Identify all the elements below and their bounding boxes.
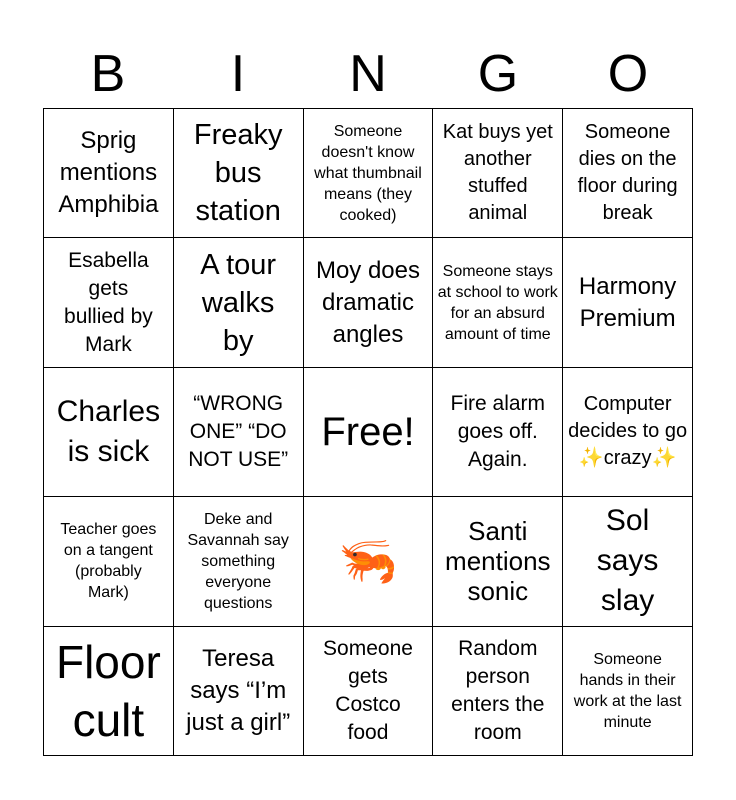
bingo-cell[interactable] <box>174 109 304 238</box>
bingo-cell[interactable] <box>44 368 174 497</box>
bingo-cell[interactable] <box>304 627 434 756</box>
cell-text: Charles is sick <box>56 394 161 468</box>
bingo-cell[interactable] <box>563 627 693 756</box>
bingo-cell[interactable] <box>304 497 434 626</box>
bingo-cell[interactable] <box>304 109 434 238</box>
cell-text: Sol says slay <box>596 504 659 618</box>
cell-text: Computer decides to go ✨crazy✨ <box>568 393 688 470</box>
cell-text: Someone stays at school to work for an absurd amount of time <box>437 262 558 343</box>
bingo-cell[interactable] <box>563 238 693 367</box>
free-space[interactable] <box>304 368 434 497</box>
bingo-cell[interactable] <box>563 109 693 238</box>
bingo-cell[interactable] <box>174 497 304 626</box>
bingo-cell[interactable] <box>174 368 304 497</box>
header-letter-b: B <box>90 45 126 103</box>
cell-text: Moy does dramatic angles <box>315 256 421 348</box>
cell-text: Someone gets Costco food <box>323 636 413 744</box>
cell-text: “WRONG ONE” “DO NOT USE” <box>188 391 289 471</box>
cell-text: Santi mentions sonic <box>445 516 551 607</box>
cell-text: Sprig mentions Amphibia <box>58 127 159 219</box>
bingo-cell[interactable] <box>44 627 174 756</box>
bingo-card <box>43 108 693 756</box>
bingo-cell[interactable] <box>433 368 563 497</box>
cell-text: Deke and Savannah say something everyone questions <box>187 510 289 612</box>
free-space-text: Free! <box>321 409 415 454</box>
cell-text: Freaky bus station <box>193 119 283 228</box>
bingo-cell[interactable] <box>304 238 434 367</box>
header-letter-g: G <box>477 45 519 103</box>
bingo-cell[interactable] <box>563 368 693 497</box>
bingo-header <box>43 40 693 108</box>
cell-text: Kat buys yet another stuffed animal <box>442 121 553 225</box>
cell-text: Teacher goes on a tangent (probably Mark) <box>60 521 157 602</box>
cell-text: Floor cult <box>55 635 161 746</box>
cell-text: Teresa says “I’m just a girl” <box>186 644 291 736</box>
header-letter-n: N <box>349 45 387 103</box>
cell-text: Someone dies on the floor during break <box>577 121 678 225</box>
cell-text: Harmony Premium <box>578 272 677 332</box>
cell-text: Fire alarm goes off. Again. <box>450 391 546 471</box>
bingo-cell[interactable] <box>563 497 693 626</box>
bingo-cell[interactable] <box>433 497 563 626</box>
bingo-cell[interactable] <box>44 497 174 626</box>
header-letter-o: O <box>607 45 649 103</box>
cell-text: Esabella gets bullied by Mark <box>64 248 153 356</box>
bingo-cell[interactable] <box>174 627 304 756</box>
bingo-cell[interactable] <box>433 109 563 238</box>
bingo-cell[interactable] <box>174 238 304 367</box>
header-letter-i: I <box>230 45 246 103</box>
cell-text: A tour walks by <box>200 248 277 357</box>
cell-text: Random person enters the room <box>451 636 545 744</box>
bingo-cell[interactable] <box>44 238 174 367</box>
cell-text: Someone doesn't know what thumbnail means (they cooked) <box>314 122 422 224</box>
shrimp-icon: 🦐 <box>338 533 398 590</box>
cell-text: Someone hands in their work at the last minute <box>573 650 682 731</box>
bingo-cell[interactable] <box>433 627 563 756</box>
bingo-cell[interactable] <box>433 238 563 367</box>
bingo-cell[interactable] <box>44 109 174 238</box>
